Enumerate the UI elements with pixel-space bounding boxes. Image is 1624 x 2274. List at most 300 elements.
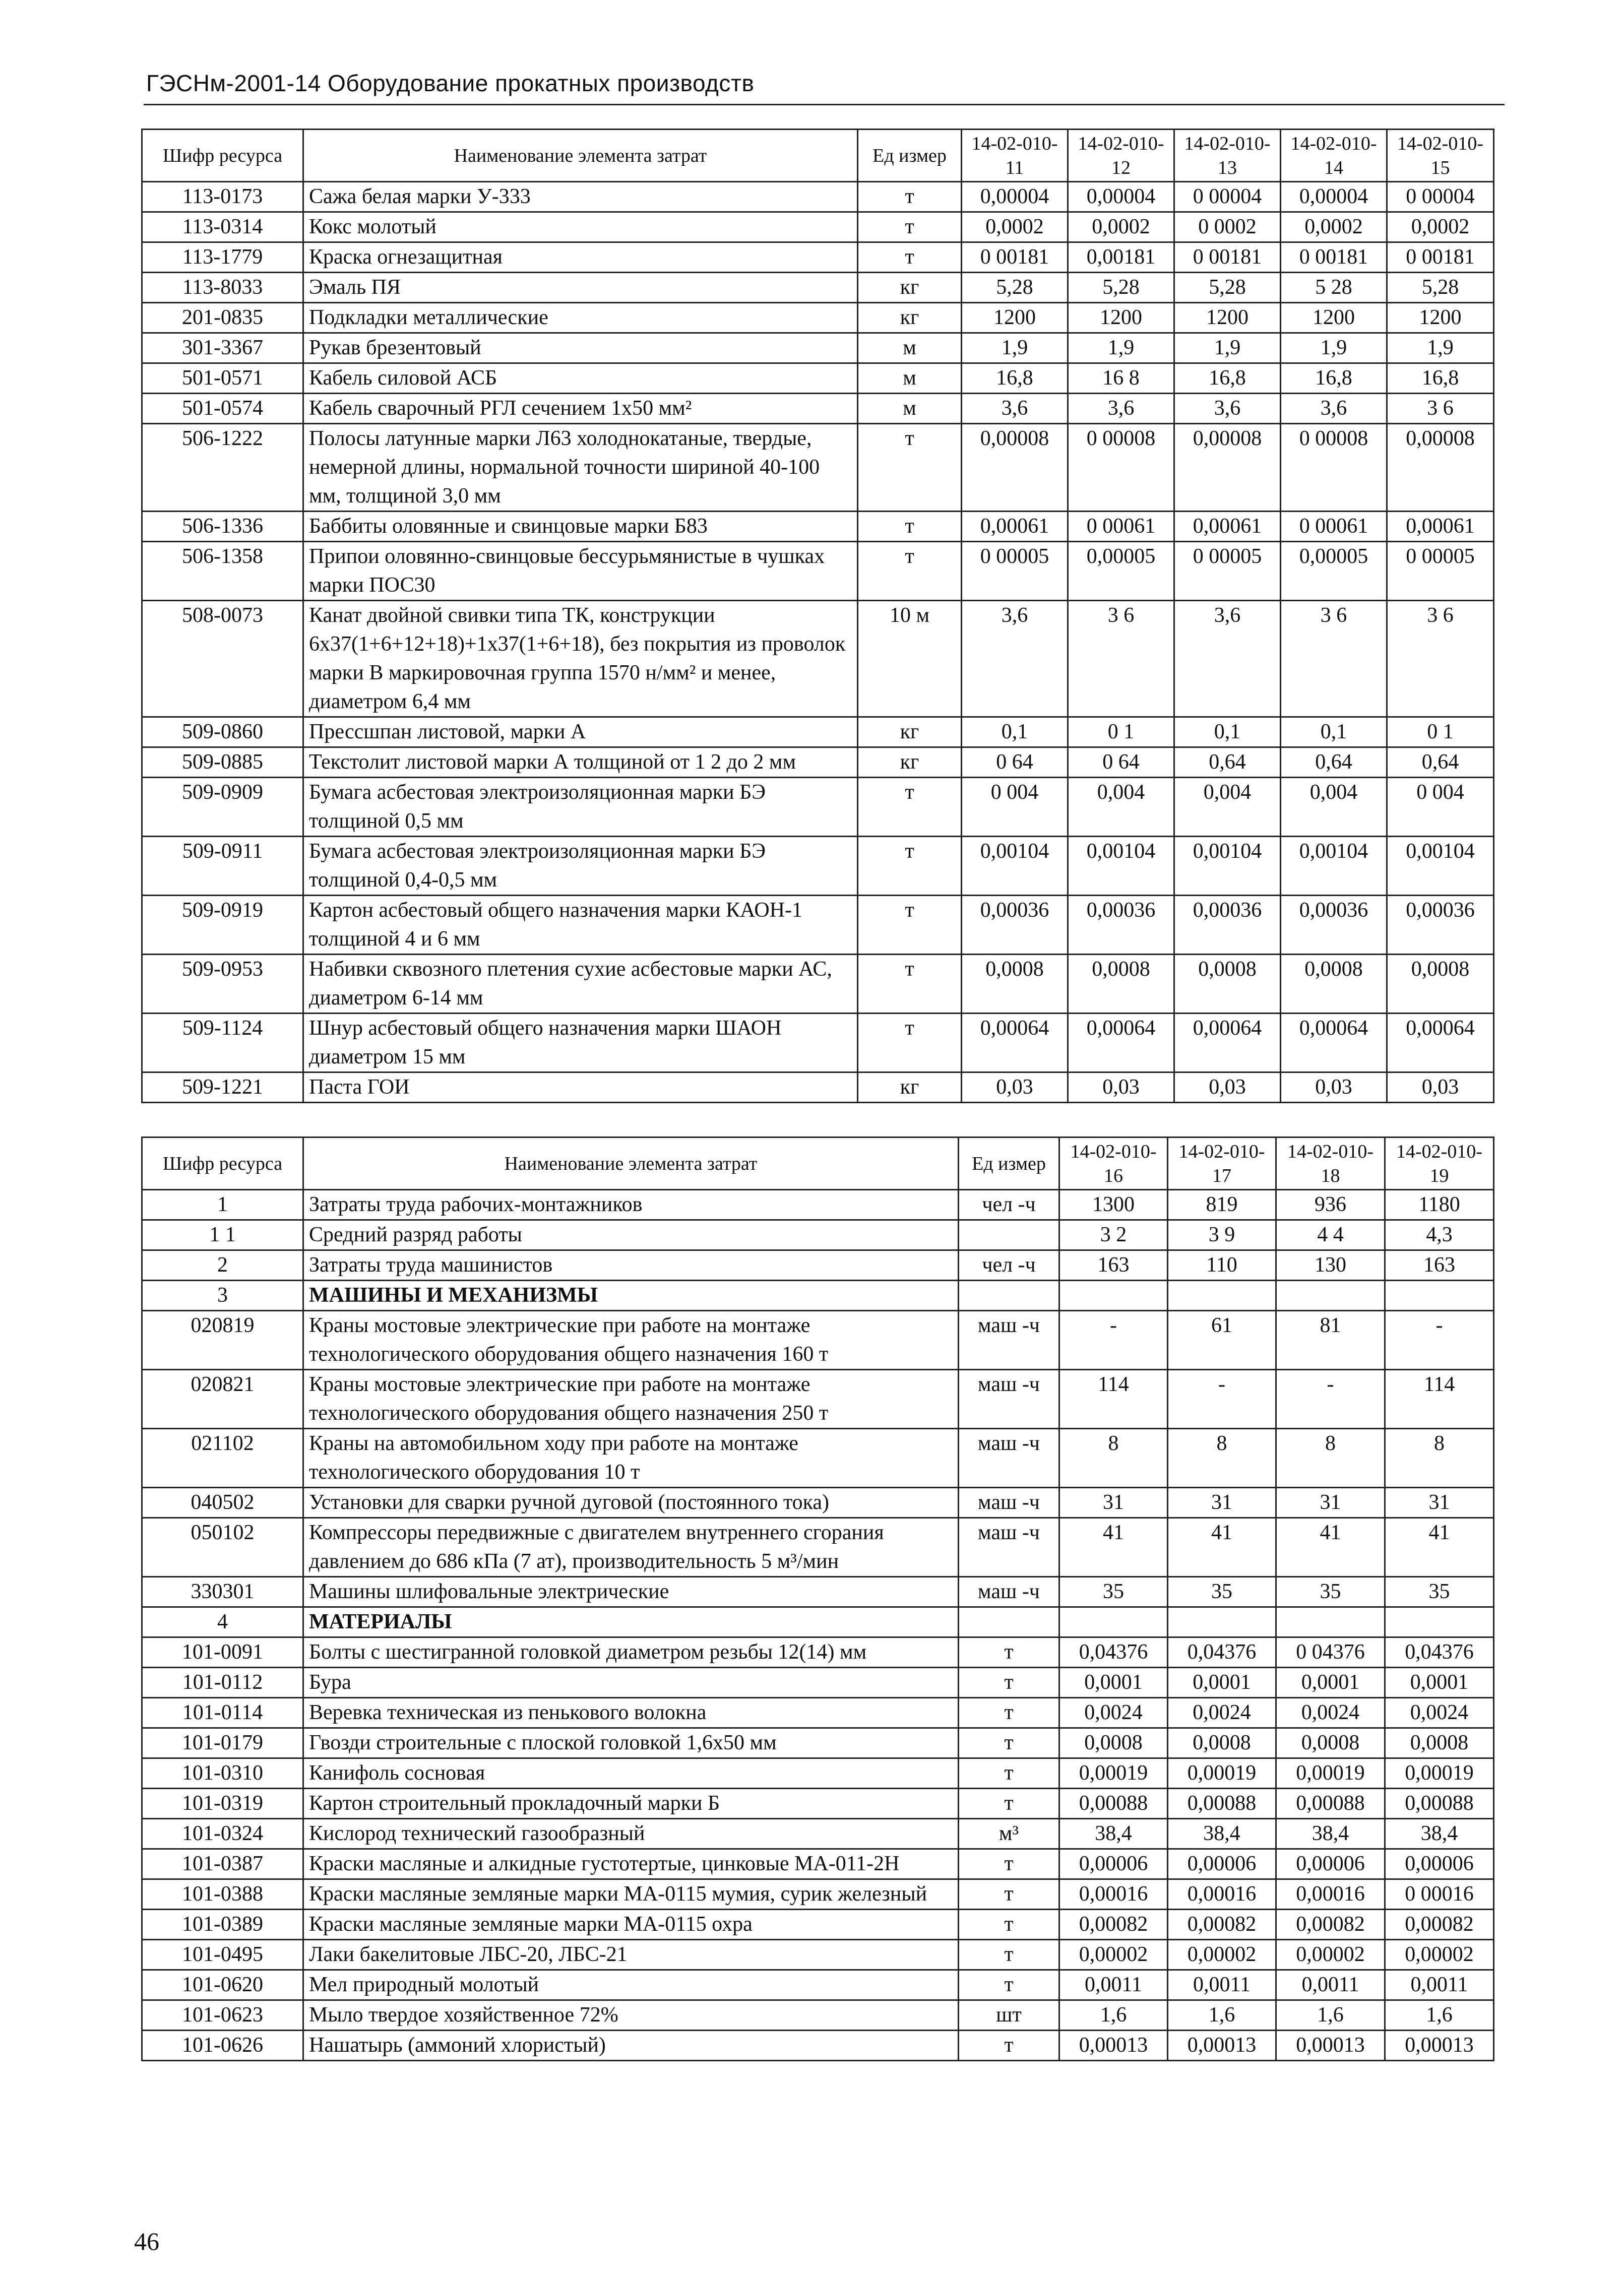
value-cell: 61 [1168,1311,1276,1370]
value-cell: 0,00082 [1059,1910,1168,1940]
value-cell: 0,00013 [1059,2031,1168,2061]
header-col: 14-02-010-13 [1174,130,1281,182]
code-cell: 021102 [142,1429,303,1488]
value-cell: 0 00061 [1068,512,1174,542]
value-cell: 0,00088 [1385,1789,1494,1819]
value-cell: 38,4 [1168,1819,1276,1849]
code-cell: 101-0626 [142,2031,303,2061]
table-row [142,1072,1494,1103]
code-cell: 509-0919 [142,896,303,955]
value-cell: 1,9 [1281,333,1387,363]
value-cell: 41 [1059,1518,1168,1577]
value-cell: 16 8 [1068,363,1174,394]
unit-cell: т [858,182,962,212]
value-cell: 0 00181 [1387,242,1494,273]
value-cell: 1200 [1068,303,1174,333]
value-cell: 8 [1385,1429,1494,1488]
name-cell: Канат двойной свивки типа ТК, конструкции 6х37(1+6+12+18)+1х37(1+6+18), без покрытия из проволок марки В маркировочная группа 1570 н/мм² и менее, диаметром 6,4 мм [303,601,858,717]
code-cell: 506-1336 [142,512,303,542]
value-cell: 0,00016 [1276,1879,1385,1910]
value-cell: 0 64 [1068,747,1174,778]
value-cell: 0,00004 [1068,182,1174,212]
table-row [142,1819,1494,1849]
value-cell: 0,00008 [1387,424,1494,512]
page-header-title: ГЭСНм-2001-14 Оборудование прокатных производств [146,70,755,96]
value-cell: 1200 [1387,303,1494,333]
value-cell: 0,00036 [1174,896,1281,955]
code-cell: 101-0319 [142,1789,303,1819]
value-cell: 0 00005 [962,542,1068,601]
unit-cell [959,1220,1059,1250]
name-cell: Баббиты оловянные и свинцовые марки Б83 [303,512,858,542]
value-cell [1385,1281,1494,1311]
value-cell: 936 [1276,1190,1385,1220]
unit-cell: маш -ч [959,1518,1059,1577]
resource-table-1 [141,129,1494,1103]
value-cell: 81 [1276,1311,1385,1370]
value-cell: 0,64 [1174,747,1281,778]
name-cell: Бура [303,1668,959,1698]
value-cell: 0,0008 [1168,1728,1276,1758]
value-cell: 0,00088 [1276,1789,1385,1819]
value-cell: 0,1 [962,717,1068,747]
name-cell: Краски масляные и алкидные густотертые, цинковые МА-011-2Н [303,1849,959,1879]
name-cell: Нашатырь (аммоний хлористый) [303,2031,959,2061]
value-cell: 35 [1385,1577,1494,1607]
unit-cell: маш -ч [959,1488,1059,1518]
value-cell: - [1385,1311,1494,1370]
value-cell: 4 4 [1276,1220,1385,1250]
table-row [142,2031,1494,2061]
table-header-row [142,1138,1494,1190]
header-unit: Ед измер [858,130,962,182]
value-cell: 819 [1168,1190,1276,1220]
table-row [142,273,1494,303]
table-row [142,1370,1494,1429]
value-cell: 31 [1168,1488,1276,1518]
value-cell: 0,0024 [1059,1698,1168,1728]
code-cell: 509-1124 [142,1014,303,1072]
code-cell: 101-0310 [142,1758,303,1789]
code-cell: 101-0091 [142,1637,303,1668]
code-cell: 101-0623 [142,2000,303,2031]
value-cell: 0,0008 [962,955,1068,1014]
unit-cell: т [959,1970,1059,2000]
code-cell: 509-0860 [142,717,303,747]
unit-cell: т [959,1910,1059,1940]
code-cell: 201-0835 [142,303,303,333]
name-cell: Кабель сварочный РГЛ сечением 1х50 мм² [303,394,858,424]
unit-cell: чел -ч [959,1190,1059,1220]
name-cell: Краска огнезащитная [303,242,858,273]
name-cell: Кислород технический газообразный [303,1819,959,1849]
value-cell: 0,00013 [1276,2031,1385,2061]
table-row [142,333,1494,363]
name-cell: Средний разряд работы [303,1220,959,1250]
value-cell: 0,00104 [1174,837,1281,896]
value-cell: 163 [1385,1250,1494,1281]
unit-cell: т [959,1940,1059,1970]
code-cell: 506-1222 [142,424,303,512]
value-cell: 41 [1385,1518,1494,1577]
value-cell: 0,00104 [1387,837,1494,896]
code-cell: 509-0953 [142,955,303,1014]
value-cell: 0,00036 [1068,896,1174,955]
value-cell: 1,9 [1387,333,1494,363]
value-cell: 0,00016 [1168,1879,1276,1910]
unit-cell: м [858,363,962,394]
value-cell: - [1168,1370,1276,1429]
table-row [142,1849,1494,1879]
value-cell: 8 [1276,1429,1385,1488]
value-cell: 0,00008 [1174,424,1281,512]
code-cell: 101-0620 [142,1970,303,2000]
value-cell: 0,0011 [1059,1970,1168,2000]
value-cell: 0,0008 [1174,955,1281,1014]
code-cell: 020821 [142,1370,303,1429]
value-cell: 5 28 [1281,273,1387,303]
table-row [142,512,1494,542]
section-row [142,1281,1494,1311]
unit-cell [959,1607,1059,1637]
name-cell: МАШИНЫ И МЕХАНИЗМЫ [303,1281,959,1311]
unit-cell: т [858,837,962,896]
header-col: 14-02-010-12 [1068,130,1174,182]
value-cell: 0,00013 [1385,2031,1494,2061]
table-row [142,1910,1494,1940]
value-cell: 0,0001 [1168,1668,1276,1698]
value-cell: 0,00019 [1276,1758,1385,1789]
name-cell: Краны мостовые электрические при работе на монтаже технологического оборудования общего назначения 160 т [303,1311,959,1370]
value-cell: 0,00064 [1068,1014,1174,1072]
name-cell: Веревка техническая из пенькового волокна [303,1698,959,1728]
value-cell: 0,00064 [962,1014,1068,1072]
value-cell: 0,00061 [962,512,1068,542]
value-cell [1276,1281,1385,1311]
code-cell: 2 [142,1250,303,1281]
unit-cell: шт [959,2000,1059,2031]
table-row [142,1518,1494,1577]
code-cell: 101-0112 [142,1668,303,1698]
code-cell: 506-1358 [142,542,303,601]
unit-cell: т [858,212,962,242]
name-cell: Бумага асбестовая электроизоляционная марки БЭ толщиной 0,4-0,5 мм [303,837,858,896]
table-header-row [142,130,1494,182]
value-cell: 0,00181 [1068,242,1174,273]
name-cell: Затраты труда рабочих-монтажников [303,1190,959,1220]
value-cell: 3 6 [1281,601,1387,717]
unit-cell: т [959,1758,1059,1789]
value-cell [1276,1607,1385,1637]
value-cell: 1,9 [1068,333,1174,363]
value-cell: 0,0008 [1068,955,1174,1014]
value-cell: 0,0008 [1385,1728,1494,1758]
value-cell: 3,6 [962,601,1068,717]
value-cell: 1180 [1385,1190,1494,1220]
unit-cell [959,1281,1059,1311]
name-cell: Бумага асбестовая электроизоляционная марки БЭ толщиной 0,5 мм [303,778,858,837]
unit-cell: м [858,394,962,424]
code-cell: 050102 [142,1518,303,1577]
value-cell: 0,00006 [1385,1849,1494,1879]
value-cell: 0,0011 [1168,1970,1276,2000]
table-row [142,1728,1494,1758]
header-code: Шифр ресурса [142,130,303,182]
value-cell: 0 00004 [1174,182,1281,212]
value-cell: 1,6 [1059,2000,1168,2031]
unit-cell: т [959,1728,1059,1758]
name-cell: Картон строительный прокладочный марки Б [303,1789,959,1819]
value-cell: 38,4 [1059,1819,1168,1849]
table-row [142,363,1494,394]
value-cell: 16,8 [1174,363,1281,394]
name-cell: Лаки бакелитовые ЛБС-20, ЛБС-21 [303,1940,959,1970]
value-cell: 0 004 [962,778,1068,837]
value-cell: 1300 [1059,1190,1168,1220]
value-cell: 0,0002 [962,212,1068,242]
value-cell: 8 [1168,1429,1276,1488]
value-cell: 3,6 [1174,394,1281,424]
value-cell: 0,03 [1174,1072,1281,1103]
value-cell: 5,28 [1174,273,1281,303]
value-cell: 0,00104 [1068,837,1174,896]
table-row [142,1429,1494,1488]
name-cell: Набивки сквозного плетения сухие асбестовые марки АС, диаметром 6-14 мм [303,955,858,1014]
value-cell: 1,6 [1276,2000,1385,2031]
table-row [142,424,1494,512]
unit-cell: кг [858,1072,962,1103]
table-row [142,778,1494,837]
code-cell: 101-0389 [142,1910,303,1940]
value-cell: 5,28 [1387,273,1494,303]
value-cell: 0 00008 [1068,424,1174,512]
value-cell: 0,0024 [1168,1698,1276,1728]
value-cell: 0,64 [1281,747,1387,778]
value-cell: 3,6 [962,394,1068,424]
value-cell: 0,00002 [1059,1940,1168,1970]
table-row [142,1758,1494,1789]
header-code: Шифр ресурса [142,1138,303,1190]
name-cell: Болты с шестигранной головкой диаметром резьбы 12(14) мм [303,1637,959,1668]
name-cell: Канифоль сосновая [303,1758,959,1789]
value-cell: 0,00006 [1168,1849,1276,1879]
resource-table-2 [141,1136,1494,2061]
value-cell [1059,1607,1168,1637]
value-cell: 41 [1168,1518,1276,1577]
value-cell: 0 00181 [962,242,1068,273]
value-cell: 0 00181 [1174,242,1281,273]
unit-cell: 10 м [858,601,962,717]
name-cell: Машины шлифовальные электрические [303,1577,959,1607]
value-cell: 0 00181 [1281,242,1387,273]
name-cell: Шнур асбестовый общего назначения марки ШАОН диаметром 15 мм [303,1014,858,1072]
value-cell: 0,00064 [1174,1014,1281,1072]
unit-cell: кг [858,303,962,333]
code-cell: 101-0324 [142,1819,303,1849]
header-rule [144,104,1505,105]
value-cell: 0,1 [1281,717,1387,747]
value-cell: 1200 [962,303,1068,333]
value-cell: 1,6 [1385,2000,1494,2031]
code-cell: 509-0885 [142,747,303,778]
header-unit: Ед измер [959,1138,1059,1190]
table-row [142,303,1494,333]
value-cell: 0,00064 [1387,1014,1494,1072]
value-cell [1059,1281,1168,1311]
table-row [142,1014,1494,1072]
value-cell: - [1059,1311,1168,1370]
code-cell: 113-0173 [142,182,303,212]
name-cell: Полосы латунные марки Л63 холоднокатаные, твердые, немерной длины, нормальной точности шириной 40-100 мм, толщиной 3,0 мм [303,424,858,512]
table-row [142,896,1494,955]
table-row [142,955,1494,1014]
unit-cell: кг [858,747,962,778]
value-cell: 0,00006 [1059,1849,1168,1879]
value-cell: 4,3 [1385,1220,1494,1250]
value-cell: 0,00004 [962,182,1068,212]
value-cell: 41 [1276,1518,1385,1577]
value-cell: 0,00088 [1059,1789,1168,1819]
value-cell: 0,00002 [1385,1940,1494,1970]
name-cell: Рукав брезентовый [303,333,858,363]
unit-cell: т [858,242,962,273]
value-cell: 0,64 [1387,747,1494,778]
value-cell: 0,0011 [1385,1970,1494,2000]
unit-cell: т [959,1698,1059,1728]
value-cell: 0,00036 [1281,896,1387,955]
value-cell: 35 [1059,1577,1168,1607]
table-row [142,1637,1494,1668]
code-cell: 101-0387 [142,1849,303,1879]
value-cell: 0,03 [1068,1072,1174,1103]
code-cell: 1 1 [142,1220,303,1250]
code-cell: 508-0073 [142,601,303,717]
value-cell: 1200 [1281,303,1387,333]
code-cell: 509-0909 [142,778,303,837]
code-cell: 330301 [142,1577,303,1607]
table-row [142,837,1494,896]
code-cell: 113-8033 [142,273,303,303]
value-cell: 0,00082 [1276,1910,1385,1940]
value-cell: 38,4 [1276,1819,1385,1849]
value-cell: 0,00082 [1385,1910,1494,1940]
value-cell: 0,00061 [1387,512,1494,542]
table-row [142,717,1494,747]
value-cell: 0,00104 [1281,837,1387,896]
value-cell: 0 64 [962,747,1068,778]
value-cell: 0 00016 [1385,1879,1494,1910]
code-cell: 101-0179 [142,1728,303,1758]
unit-cell: кг [858,273,962,303]
code-cell: 101-0388 [142,1879,303,1910]
value-cell: 163 [1059,1250,1168,1281]
value-cell: 0,1 [1174,717,1281,747]
value-cell: 31 [1276,1488,1385,1518]
value-cell: 0,0001 [1276,1668,1385,1698]
value-cell: 0,0008 [1387,955,1494,1014]
value-cell: 0,00002 [1276,1940,1385,1970]
unit-cell: т [959,1849,1059,1879]
page-number: 46 [134,2227,159,2255]
name-cell: МАТЕРИАЛЫ [303,1607,959,1637]
name-cell: Подкладки металлические [303,303,858,333]
name-cell: Мел природный молотый [303,1970,959,2000]
table-row [142,601,1494,717]
unit-cell: т [858,1014,962,1072]
code-cell: 301-3367 [142,333,303,363]
value-cell: 0,004 [1174,778,1281,837]
value-cell: 16,8 [1281,363,1387,394]
name-cell: Припои оловянно-свинцовые бессурьмянистые в чушках марки ПОС30 [303,542,858,601]
value-cell: 0,0002 [1068,212,1174,242]
table-row [142,182,1494,212]
table-body [142,1190,1494,2061]
value-cell: 16,8 [962,363,1068,394]
unit-cell: т [959,2031,1059,2061]
value-cell: 0,00019 [1168,1758,1276,1789]
name-cell: Краны мостовые электрические при работе на монтаже технологического оборудования общего назначения 250 т [303,1370,959,1429]
table-row [142,1190,1494,1220]
header-col: 14-02-010-11 [962,130,1068,182]
unit-cell: т [858,542,962,601]
value-cell: 0,00088 [1168,1789,1276,1819]
name-cell: Текстолит листовой марки А толщиной от 1 2 до 2 мм [303,747,858,778]
value-cell: 0,0002 [1281,212,1387,242]
value-cell: 35 [1168,1577,1276,1607]
code-cell: 3 [142,1281,303,1311]
name-cell: Краны на автомобильном ходу при работе на монтаже технологического оборудования 10 т [303,1429,959,1488]
table-row [142,242,1494,273]
value-cell: 16,8 [1387,363,1494,394]
value-cell: 0,00061 [1174,512,1281,542]
value-cell: 0,03 [1387,1072,1494,1103]
value-cell [1168,1281,1276,1311]
value-cell: 0,004 [1281,778,1387,837]
value-cell: 1200 [1174,303,1281,333]
code-cell: 040502 [142,1488,303,1518]
value-cell: 0,00004 [1281,182,1387,212]
value-cell: 0,03 [1281,1072,1387,1103]
value-cell: 31 [1059,1488,1168,1518]
value-cell: 1,6 [1168,2000,1276,2031]
unit-cell: м [858,333,962,363]
code-cell: 1 [142,1190,303,1220]
name-cell: Установки для сварки ручной дуговой (постоянного тока) [303,1488,959,1518]
value-cell: 114 [1385,1370,1494,1429]
code-cell: 4 [142,1607,303,1637]
table-body [142,182,1494,1103]
value-cell: 0,0008 [1276,1728,1385,1758]
value-cell: 0,00036 [962,896,1068,955]
unit-cell: т [959,1668,1059,1698]
value-cell: 110 [1168,1250,1276,1281]
unit-cell: маш -ч [959,1577,1059,1607]
section-row [142,1607,1494,1637]
value-cell [1385,1607,1494,1637]
value-cell: 38,4 [1385,1819,1494,1849]
name-cell: Картон асбестовый общего назначения марки КАОН-1 толщиной 4 и 6 мм [303,896,858,955]
header-col: 14-02-010-15 [1387,130,1494,182]
unit-cell: чел -ч [959,1250,1059,1281]
value-cell: 0,04376 [1385,1637,1494,1668]
value-cell: 8 [1059,1429,1168,1488]
value-cell: 3 6 [1387,601,1494,717]
name-cell: Эмаль ПЯ [303,273,858,303]
code-cell: 501-0574 [142,394,303,424]
name-cell: Кабель силовой АСБ [303,363,858,394]
name-cell: Гвозди строительные с плоской головкой 1,6х50 мм [303,1728,959,1758]
value-cell: - [1276,1370,1385,1429]
